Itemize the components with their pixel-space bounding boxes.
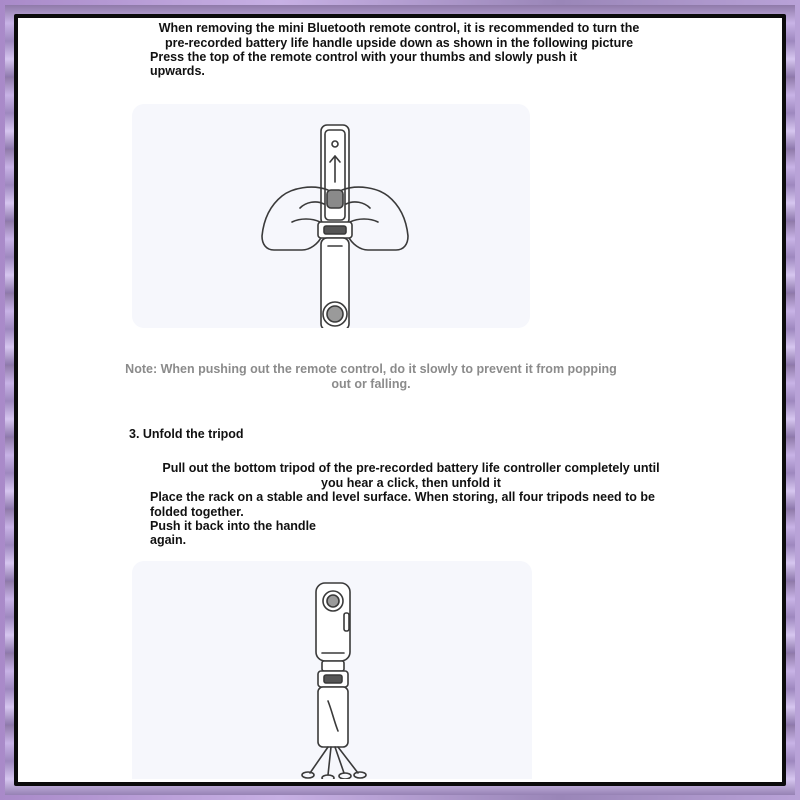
remove-instruction-line-2: pre-recorded battery life handle upside down as shown in the following picture xyxy=(164,36,634,50)
tripod-instruction-line-4: folded together. xyxy=(150,505,244,519)
tripod-instruction-line-1: Pull out the bottom tripod of the pre-recorded battery life controller completely until xyxy=(162,461,660,475)
tripod-instruction-line-2: you hear a click, then unfold it xyxy=(321,476,501,490)
tripod-instruction-line-3: Place the rack on a stable and level surface. When storing, all four tripods need to be xyxy=(150,490,655,504)
remote-removal-illustration xyxy=(132,104,530,328)
hands-pushing-remote-icon xyxy=(132,104,530,328)
tripod-instruction-line-5: Push it back into the handle xyxy=(150,519,316,533)
note-line-2: out or falling. xyxy=(331,377,411,391)
document-page xyxy=(21,21,779,779)
remove-instruction-line-3: Press the top of the remote control with your thumbs and slowly push it xyxy=(150,50,578,64)
section-heading-unfold-tripod: 3. Unfold the tripod xyxy=(129,427,244,441)
tripod-instruction-line-6: again. xyxy=(150,533,187,547)
remove-instruction-line-4: upwards. xyxy=(150,64,205,78)
camera-on-tripod-icon xyxy=(132,561,532,779)
remove-instruction-line-1: When removing the mini Bluetooth remote control, it is recommended to turn the xyxy=(158,21,640,35)
note-line-1: Note: When pushing out the remote control, do it slowly to prevent it from popping xyxy=(125,362,617,376)
tripod-illustration xyxy=(132,561,532,779)
